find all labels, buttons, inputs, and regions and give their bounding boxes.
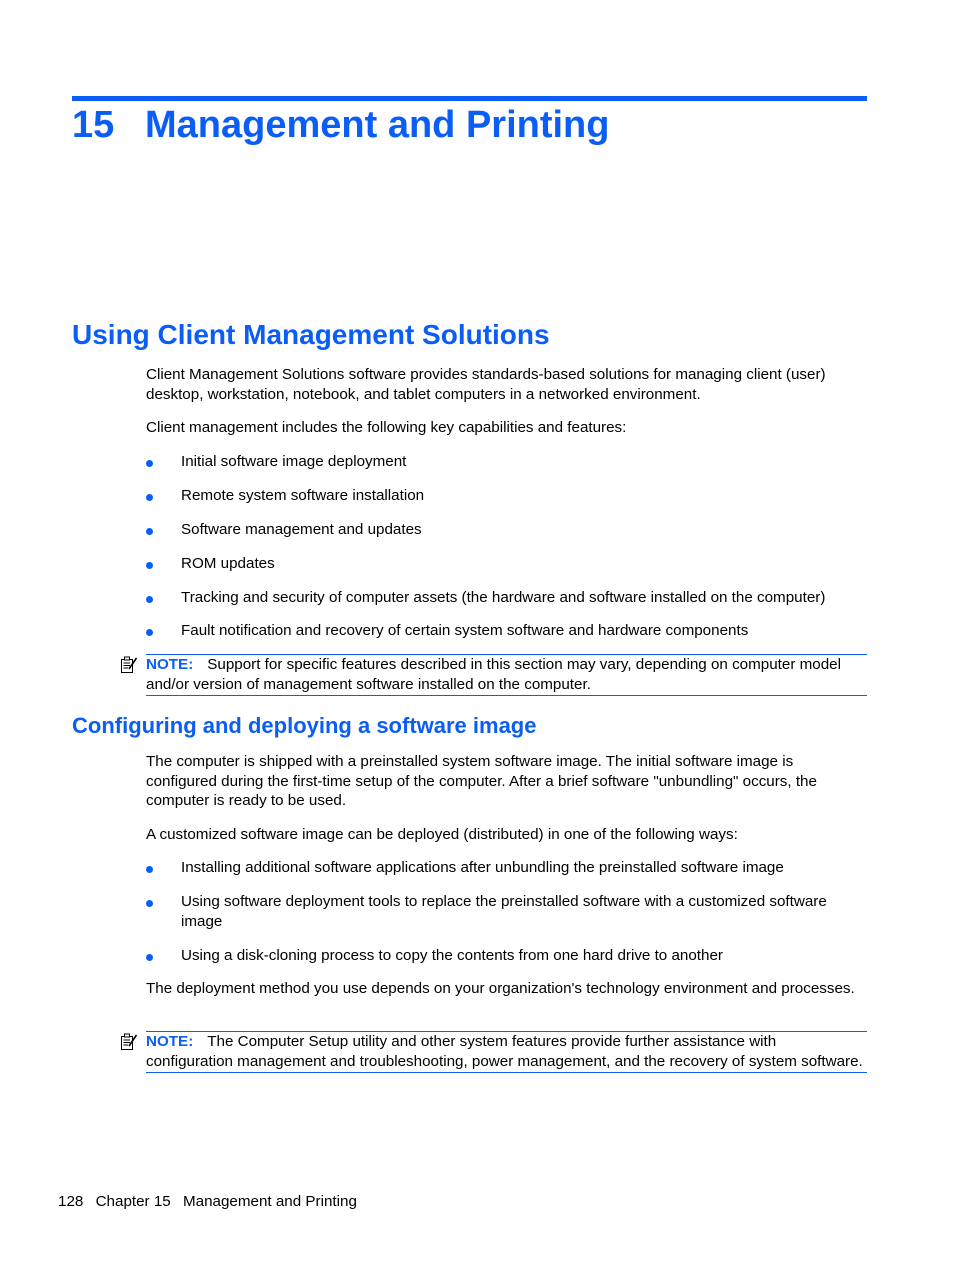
list-item-text: Installing additional software applications after unbundling the preinstalled software image — [181, 859, 784, 876]
list-item — [146, 588, 868, 608]
page-footer — [58, 1192, 365, 1212]
section2-bullets — [146, 858, 868, 965]
list-item — [146, 621, 868, 641]
bullet-icon — [146, 954, 153, 961]
bullet-icon — [146, 528, 153, 535]
note-box — [146, 1031, 867, 1073]
list-item-text: Remote system software installation — [181, 487, 425, 504]
list-item — [146, 520, 868, 540]
bullet-icon — [146, 460, 153, 467]
section1-lead-paragraph: Client management includes the following key capabilities and features: — [146, 419, 627, 436]
list-item — [146, 452, 868, 472]
list-item-text: Using software deployment tools to replace the preinstalled software with a customized software image — [181, 893, 827, 930]
list-item-text: Fault notification and recovery of certain system software and hardware components — [181, 622, 749, 639]
list-item — [146, 892, 868, 931]
bullet-icon — [146, 562, 153, 569]
list-item-text: Software management and updates — [181, 520, 422, 538]
section-heading-configuring-image: Configuring and deploying a software image — [72, 713, 537, 738]
chapter-title-text: Management and Printing — [145, 104, 610, 146]
chapter-top-rule — [72, 96, 867, 101]
section2-paragraph-1: The computer is shipped with a preinstalled system software image. The initial software image is configured during the first-time setup of the computer. After a brief software "unbundling" occurs, the computer is ready to be used. — [146, 753, 817, 809]
page-number: 128 — [58, 1193, 84, 1210]
chapter-number: 15 — [72, 104, 115, 146]
footer-title: Management and Printing — [182, 1193, 357, 1210]
note-icon — [120, 1033, 138, 1051]
note-text: The Computer Setup utility and other system features provide further assistance with configuration management and troubleshooting, power management, and the recovery of system software. — [146, 1033, 863, 1070]
bullet-icon — [146, 629, 153, 636]
section-heading-client-management: Using Client Management Solutions — [72, 319, 550, 350]
section2-paragraph-2: A customized software image can be deployed (distributed) in one of the following ways: — [146, 826, 738, 843]
bullet-icon — [146, 900, 153, 907]
note-icon — [120, 656, 138, 674]
list-item-text: ROM updates — [181, 554, 275, 572]
list-item — [146, 554, 868, 574]
bullet-icon — [146, 596, 153, 603]
bullet-icon — [146, 494, 153, 501]
footer-chapter: Chapter 15 — [95, 1193, 171, 1210]
section2-paragraph-3: The deployment method you use depends on your organization's technology environment and processes. — [146, 980, 855, 997]
list-item — [146, 858, 868, 878]
bullet-icon — [146, 866, 153, 873]
chapter-title — [72, 102, 609, 148]
section1-bullets — [146, 452, 868, 641]
list-item-text: Initial software image deployment — [181, 453, 407, 470]
list-item — [146, 486, 868, 506]
note-text: Support for specific features described in this section may vary, depending on computer model and/or version of management software installed on the computer. — [146, 656, 841, 693]
list-item — [146, 946, 868, 966]
note-label: NOTE: — [146, 656, 194, 673]
note-box — [146, 654, 867, 696]
list-item-text: Using a disk-cloning process to copy the contents from one hard drive to another — [181, 946, 723, 964]
note-label: NOTE: — [146, 1033, 194, 1050]
list-item-text: Tracking and security of computer assets (the hardware and software installed on the computer) — [181, 588, 826, 606]
section1-intro-paragraph: Client Management Solutions software provides standards-based solutions for managing client (user) desktop, workstation, notebook, and tablet computers in a networked environment. — [146, 366, 826, 403]
